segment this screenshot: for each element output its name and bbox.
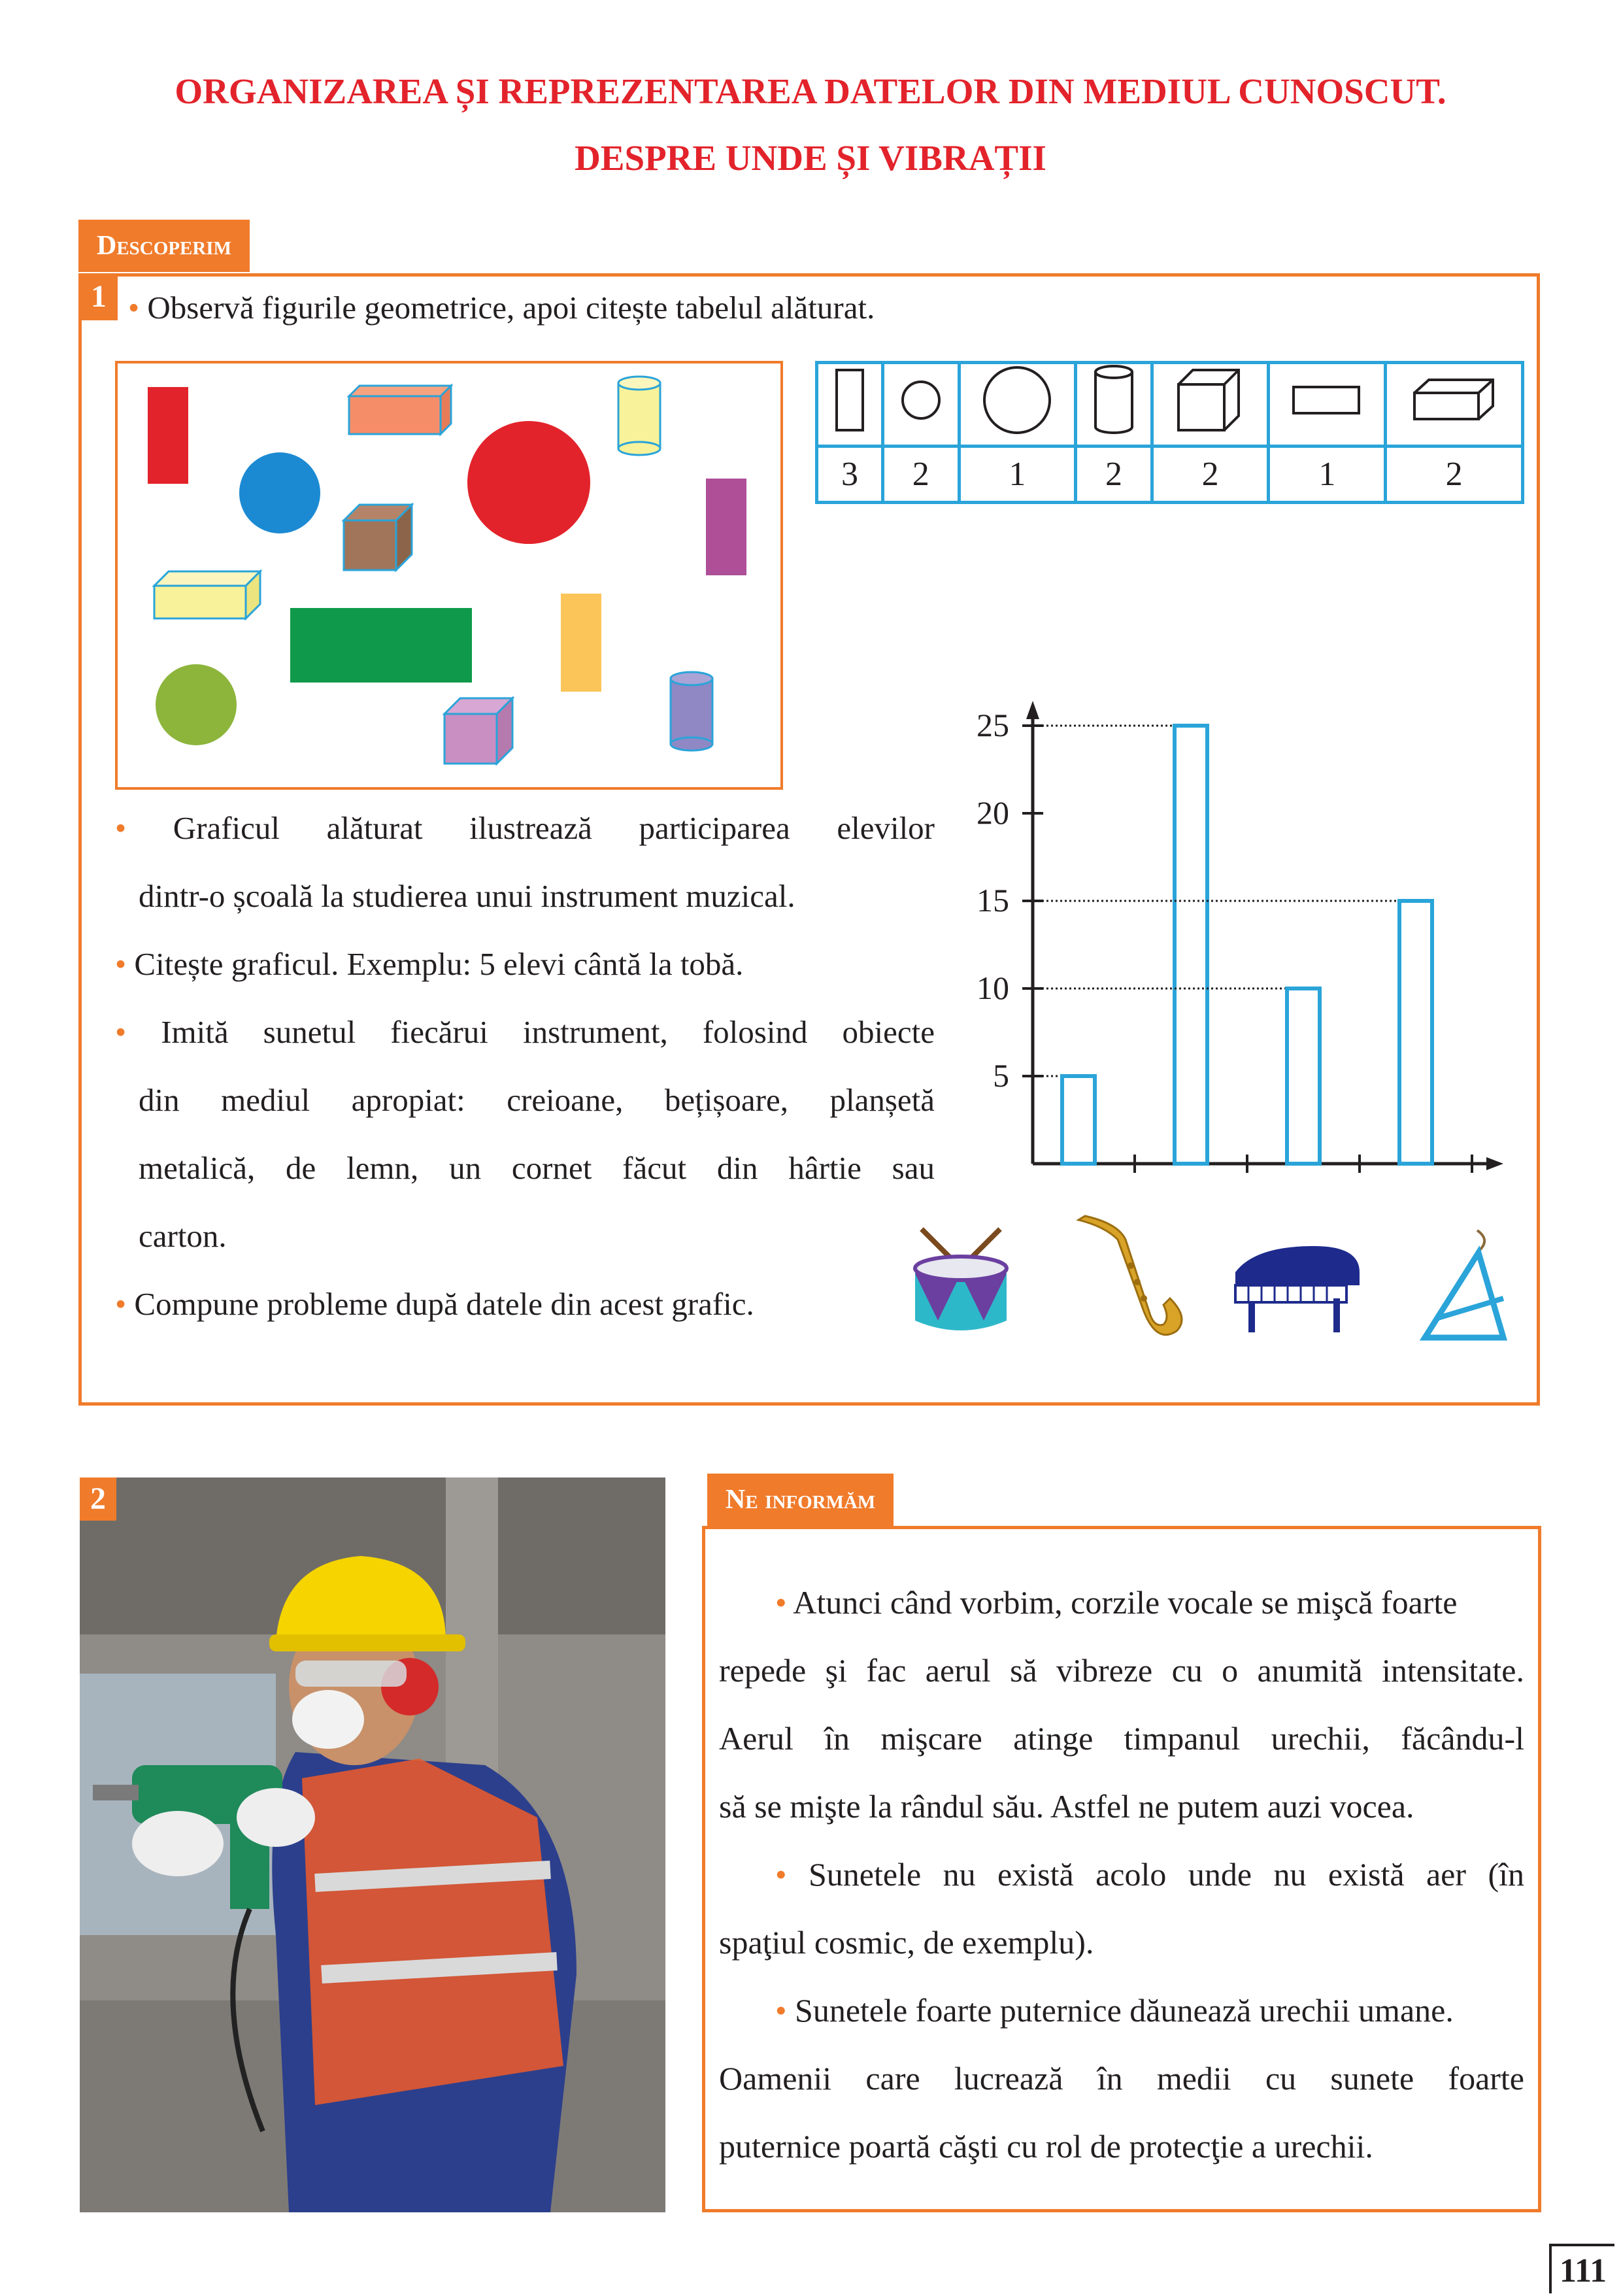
wide-rectangle-icon [1269,363,1386,447]
bullet3-line4: carton. [139,1218,227,1254]
para3-line1 [775,1991,1454,2029]
bullet1-line1 [115,809,935,847]
large-circle-icon [959,363,1076,447]
y-tick-label: 25 [977,707,1009,743]
drum-icon [902,1223,1020,1340]
solid-shapes-drawing [118,363,780,787]
yellow-cylinder-shape [618,377,660,455]
yellow-prism-shape [154,571,260,618]
para2-line2: spaţiul cosmic, de exemplu). [719,1924,1094,1961]
para2-line1 [775,1855,1524,1893]
bullet2-text: Citește graficul. Exemplu: 5 elevi cântă la tobă. [134,946,744,982]
saxophone-icon [1065,1213,1196,1357]
bullet-icon: • [775,1856,787,1893]
bullet-icon: • [115,1286,127,1322]
bullet4-line [115,1285,754,1323]
bar-drum [1062,1076,1095,1164]
para3-line2: Oamenii care lucrează în medii cu sunete foarte [719,2060,1524,2097]
para1-line4: să se mişte la rândul său. Astfel ne putem auzi vocea. [719,1788,1414,1825]
bullet1-line2: dintr-o școală la studierea unui instrument muzical. [139,878,795,914]
bullet2-line [115,945,743,983]
y-axis-arrow [1026,701,1039,719]
instruction-line [128,289,875,326]
para2-text: Sunetele nu există acolo unde nu există aer (în [808,1856,1525,1893]
bullet-icon: • [115,1014,127,1050]
bullet-icon: • [775,1992,787,2029]
cylinder-icon [1076,363,1152,447]
y-tick-label: 10 [977,970,1009,1006]
brown-cube-shape [344,505,412,570]
bullet-icon: • [775,1584,787,1621]
cube-icon [1152,363,1269,447]
count-cell: 1 [959,447,1076,503]
para1-line3: Aerul în mişcare atinge timpanul urechii, făcându-l [719,1720,1524,1757]
bullet1-text: Graficul alăturat ilustrează participarea elevilor [173,810,935,846]
para1-text: Atunci când vorbim, corzile vocale se mişcă foarte [793,1584,1458,1621]
para1-line2: repede şi fac aerul să vibreze cu o anumită intensitate. [719,1652,1524,1689]
pink-cube-shape [444,698,512,764]
y-tick-label: 15 [977,882,1009,919]
bullet3-text: Imită sunetul fiecărui instrument, folosind obiecte [161,1014,935,1050]
instruction-text: Observă figurile geometrice, apoi citește tabelul alăturat. [147,290,875,326]
para3-line3: puternice poartă căşti cu rol de protecţie a urechii. [719,2128,1373,2165]
count-cell: 3 [817,447,883,503]
y-tick-label: 20 [977,794,1009,831]
y-tick-label: 5 [993,1057,1009,1094]
para1-line1 [775,1583,1458,1621]
x-axis-arrow [1486,1157,1503,1170]
count-cell: 1 [1269,447,1386,503]
bullet3-line3: metalică, de lemn, un cornet făcut din hârtie sau [139,1150,935,1186]
count-cell: 2 [883,447,960,503]
rectangular-prism-icon [1386,363,1523,447]
worker-with-drill-image [80,1477,665,2212]
page-title-line2: DESPRE UNDE ȘI VIBRAȚII [575,138,1046,178]
purple-cylinder-shape [671,672,712,751]
orange-prism-shape [349,386,451,434]
piano-icon [1229,1233,1366,1338]
instrument-bar-chart [954,693,1516,1216]
count-cell: 2 [1152,447,1269,503]
shape-count-table [815,361,1524,504]
bullet-icon: • [115,810,127,846]
section-tab-descoperim: Descoperim [78,220,250,272]
exercise-number-1: 1 [80,273,118,320]
count-cell: 2 [1076,447,1152,503]
bullet3-line1 [115,1013,935,1051]
tall-rectangle-icon [817,363,883,447]
page-title-line1: ORGANIZAREA ȘI REPREZENTAREA DATELOR DIN MEDIUL CUNOSCUT. [175,71,1446,111]
bullet-icon: • [115,946,127,982]
small-circle-icon [883,363,960,447]
worker-photo [80,1477,665,2212]
para3-text: Sunetele foarte puternice dăunează urechii umane. [795,1992,1454,2029]
triangle-icon [1412,1226,1510,1351]
exercise-number-2: 2 [80,1477,116,1521]
section-tab-ne-informam: Ne informăm [707,1474,894,1526]
bar-saxophone [1175,726,1207,1164]
bullet3-line2: din mediul apropiat: creioane, bețișoare, planșetă [139,1082,935,1118]
bar-triangle [1399,901,1432,1164]
page-number: 111 [1549,2244,1614,2293]
geometric-shapes-panel [115,361,783,790]
bar-piano [1287,988,1320,1164]
bullet-icon: • [128,290,140,326]
bullet4-text: Compune probleme după datele din acest grafic. [134,1286,754,1322]
count-cell: 2 [1386,447,1523,503]
